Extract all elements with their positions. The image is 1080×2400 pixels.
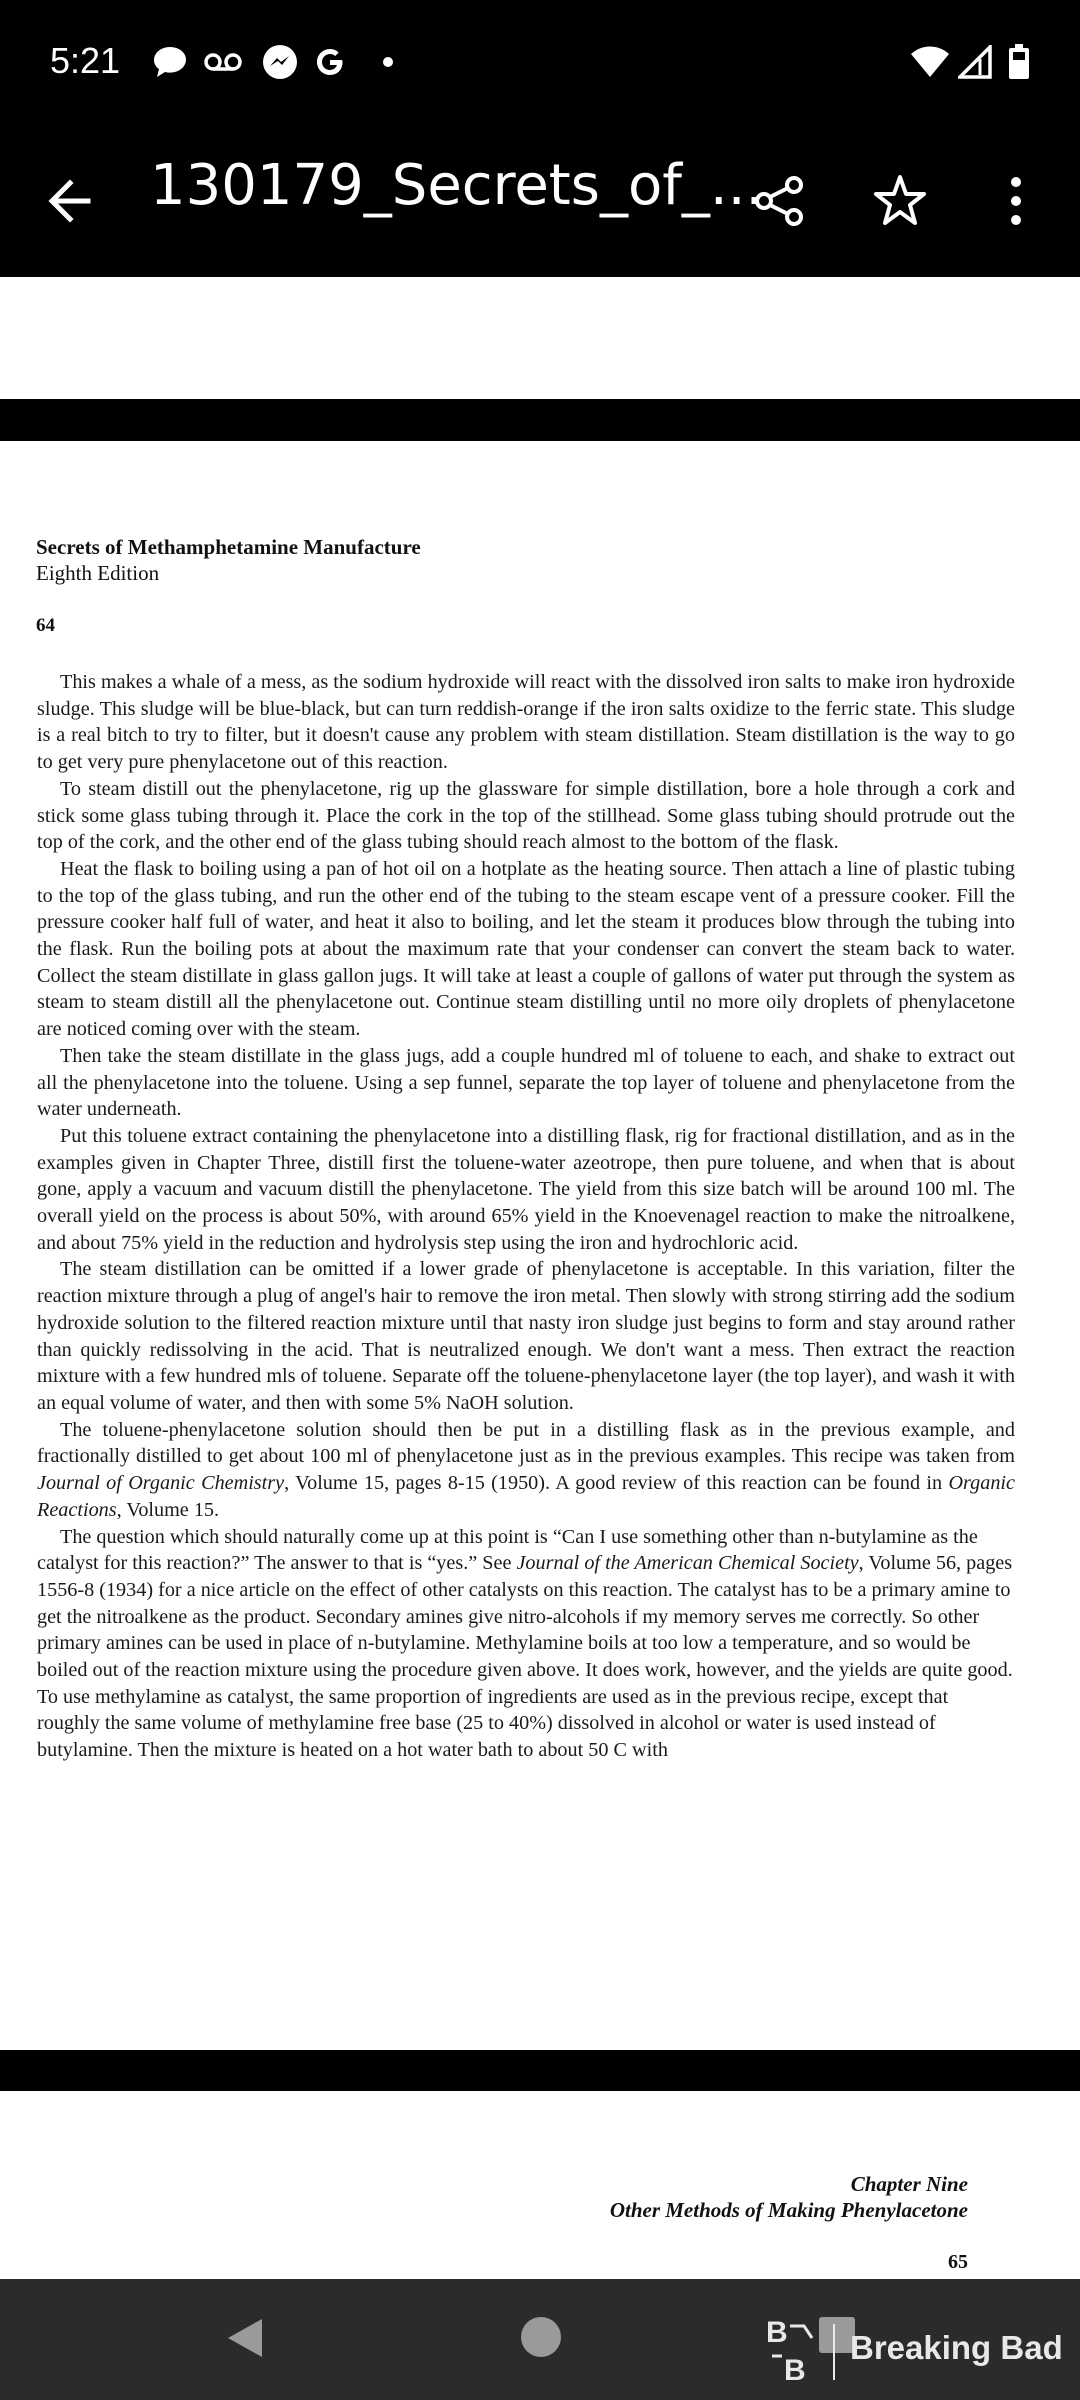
- wifi-icon: [910, 44, 950, 80]
- paragraph-text: The question which should naturally come up at this point is “Can I use something other than n-butylamine as the catalyst for this reaction?” The answer to that is “yes.” See: [37, 1525, 978, 1575]
- back-button[interactable]: [40, 165, 112, 237]
- pdf-page-previous[interactable]: [0, 277, 1080, 399]
- paragraph: To steam distill out the phenylacetone, rig up the glassware for simple distillation, bore a hole through a cork and stick some glass tubing through it. Place the cork in the top of the stillhead. Some glass tubing should protrude out the top of the cork, and the other end of the glass tubing should reach almost to the bottom of the flask.: [37, 777, 1015, 854]
- back-triangle-icon: [222, 2315, 268, 2361]
- breaking-bad-logo-icon: [760, 2308, 840, 2388]
- signal-icon: [958, 44, 992, 80]
- status-bar: [0, 0, 1080, 125]
- nav-home-button[interactable]: [520, 2316, 562, 2363]
- book-edition: Eighth Edition: [36, 561, 160, 585]
- next-page-number: 65: [948, 2251, 968, 2273]
- paragraph: This makes a whale of a mess, as the sodium hydroxide will react with the dissolved iron salts to make iron hydroxide sludge. This sludge will be blue-black, but can turn reddish-orange if the iron salts oxidize to the ferric state. This sludge is a real bitch to try to filter, but it doesn't cause any problem with steam distillation. Steam distillation is the way to go to get very pure phenylacetone out of this reaction.: [37, 671, 1015, 774]
- watermark-text: Breaking Bad: [850, 2329, 1063, 2366]
- status-time: 5:21: [50, 40, 121, 81]
- pdf-page-next[interactable]: [0, 2091, 1080, 2279]
- more-vert-icon: [978, 163, 1054, 239]
- journal-citation: Journal of the American Chemical Society: [516, 1552, 859, 1575]
- google-icon: [312, 44, 348, 80]
- arrow-back-icon: [40, 165, 112, 237]
- paragraph: [37, 1524, 1015, 1764]
- chapter-number: Chapter Nine: [850, 2172, 968, 2196]
- chapter-heading: [610, 2171, 968, 2223]
- svg-text:B: B: [766, 2316, 788, 2349]
- share-icon: [742, 163, 818, 239]
- book-title: Secrets of Methamphetamine Manufacture: [36, 535, 421, 559]
- chat-bubble-icon: [152, 44, 188, 80]
- svg-text:B: B: [784, 2354, 806, 2387]
- more-options-button[interactable]: [978, 163, 1054, 239]
- app-bar: [0, 125, 1080, 277]
- review-citation: Organic Reactions: [37, 1472, 1015, 1521]
- watermark: [760, 2308, 1063, 2388]
- paragraph: Then take the steam distillate in the glass jugs, add a couple hundred ml of toluene to each, and shake to extract out all the phenylacetone into the toluene. Using a sep funnel, separate the top layer of toluene and phenylacetone from the water underneath.: [37, 1044, 1015, 1121]
- paragraph: The steam distillation can be omitted if a lower grade of phenylacetone is acceptable. In this variation, filter the reaction mixture through a plug of angel's hair to remove the iron metal. Then slowly with strong stirring add the sodium hydroxide solution to the filtered reaction mixture until that nasty iron sludge just begins to form and stay around rather than quickly redissolving in the acid. That is neutralized enough. We don't want a mess. Then extract the reaction mixture with a few hundred mls of toluene. Separate off the toluene-phenylacetone layer (the top layer), and wash it with an equal volume of water, and then with some 5% NaOH solution.: [37, 1258, 1015, 1414]
- paragraph-text: The toluene-phenylacetone solution should then be put in a distilling flask as in the previous example, and fractionally distilled to get about 100 ml of phenylacetone just as in the previous examples. This recipe was taken from: [37, 1418, 1015, 1468]
- star-icon: [862, 163, 938, 239]
- battery-icon: [1008, 44, 1030, 80]
- paragraph: [37, 1417, 1015, 1524]
- nav-back-button[interactable]: [222, 2315, 268, 2366]
- dot-icon: [382, 44, 394, 80]
- bookmark-button[interactable]: [862, 163, 938, 239]
- share-button[interactable]: [742, 163, 818, 239]
- messenger-icon: [262, 44, 298, 80]
- paragraph-text: , Volume 15, pages 8-15 (1950). A good review of this reaction can be found in: [284, 1472, 949, 1495]
- paragraph: Put this toluene extract containing the phenylacetone into a distilling flask, rig for fractional distillation, and as in the examples given in Chapter Three, distill first the toluene-water azeotrope, then pure toluene, and when that is about gone, apply a vacuum and vacuum distill the phenylacetone. The yield from this size batch will be around 100 ml. The overall yield on the process is about 50%, with around 65% yield in the Knoevenagel reaction to make the nitroalkene, and about 75% yield in the reduction and hydrolysis step using the iron and hydrochloric acid.: [37, 1124, 1015, 1254]
- paragraph-text: , Volume 15.: [116, 1498, 220, 1521]
- journal-citation: Journal of Organic Chemistry: [37, 1472, 285, 1495]
- chapter-title: Other Methods of Making Phenylacetone: [609, 2198, 968, 2222]
- running-head: [36, 534, 421, 586]
- paragraph: Heat the flask to boiling using a pan of hot oil on a hotplate as the heating source. Then attach a line of plastic tubing to the top of the glass tubing, and run the other end of the tubing to the steam escape vent of a pressure cooker. Fill the pressure cooker half full of water, and heat it also to boiling, and let the steam it produces blow through the tubing into the flask. Run the boiling pots at about the maximum rate that your condenser can convert the steam back to water. Collect the steam distillate in glass gallon jugs. It will take at least a couple of gallons of water put through the system as steam to steam distill all the phenylacetone out. Continue steam distilling until no more oily droplets of phenylacetone are noticed coming over with the steam.: [37, 857, 1015, 1041]
- home-circle-icon: [520, 2316, 562, 2358]
- page-body-text: [37, 669, 1015, 1764]
- paragraph-text: , Volume 56, pages 1556-8 (1934) for a nice article on the effect of other catalysts on this reaction. The catalyst has to be a primary amine to get the nitroalkene as the product. Secondary amines give nitro-alcohols if my memory serves me correctly. So other primary amines can be used in place of n-butylamine. Methylamine boils at too low a temperature, and so would be boiled out of the reaction mixture using the procedure given above. It does work, however, and the yields are quite good. To use methylamine as catalyst, the same proportion of ingredients are used as in the previous recipe, except that roughly the same volume of methylamine free base (25 to 40%) dissolved in alcohol or water is used instead of butylamine. Then the mixture is heated on a hot water bath to about 50 C with: [37, 1552, 1013, 1762]
- document-title: 130179_Secrets_of_...: [150, 153, 764, 218]
- page-number: 64: [36, 615, 55, 636]
- pdf-page-current[interactable]: [0, 441, 1080, 2050]
- voicemail-icon: [203, 44, 243, 80]
